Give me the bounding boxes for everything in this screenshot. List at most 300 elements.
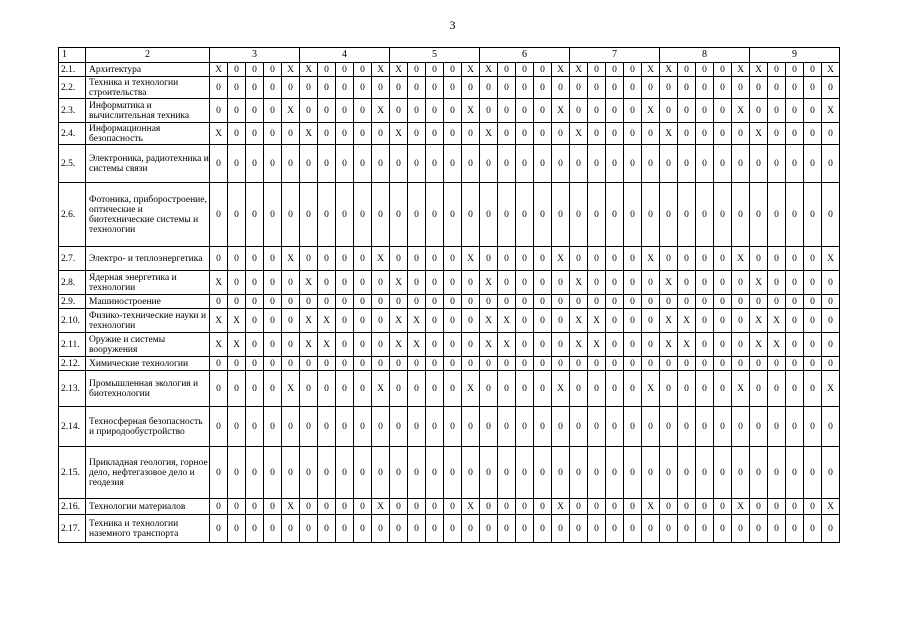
- value-cell: 0: [354, 357, 372, 371]
- value-cell: 0: [354, 407, 372, 447]
- value-cell: 0: [642, 295, 660, 309]
- value-cell: X: [570, 63, 588, 77]
- value-cell: 0: [426, 183, 444, 247]
- value-cell: 0: [336, 357, 354, 371]
- value-cell: X: [318, 309, 336, 333]
- value-cell: 0: [408, 271, 426, 295]
- table-row: [59, 271, 840, 295]
- value-cell: 0: [606, 63, 624, 77]
- value-cell: 0: [516, 99, 534, 123]
- row-name: Информационная безопасность: [86, 123, 210, 145]
- value-cell: 0: [264, 333, 282, 357]
- value-cell: 0: [588, 63, 606, 77]
- value-cell: 0: [228, 99, 246, 123]
- value-cell: 0: [264, 77, 282, 99]
- value-cell: 0: [732, 515, 750, 543]
- table-row: [59, 295, 840, 309]
- value-cell: 0: [336, 333, 354, 357]
- value-cell: 0: [426, 499, 444, 515]
- value-cell: 0: [660, 371, 678, 407]
- value-cell: 0: [696, 271, 714, 295]
- row-number: 2.17.: [59, 515, 86, 543]
- value-cell: X: [660, 63, 678, 77]
- value-cell: 0: [588, 123, 606, 145]
- row-name: Ядерная энергетика и технологии: [86, 271, 210, 295]
- value-cell: 0: [408, 371, 426, 407]
- value-cell: 0: [480, 145, 498, 183]
- value-cell: 0: [696, 371, 714, 407]
- value-cell: 0: [588, 295, 606, 309]
- table-row: [59, 499, 840, 515]
- value-cell: 0: [714, 371, 732, 407]
- header-cell: 6: [480, 48, 570, 63]
- value-cell: 0: [732, 77, 750, 99]
- value-cell: 0: [498, 295, 516, 309]
- value-cell: 0: [282, 447, 300, 499]
- value-cell: 0: [390, 357, 408, 371]
- value-cell: 0: [534, 357, 552, 371]
- value-cell: 0: [462, 271, 480, 295]
- value-cell: 0: [714, 271, 732, 295]
- value-cell: 0: [516, 183, 534, 247]
- value-cell: X: [282, 247, 300, 271]
- value-cell: 0: [768, 515, 786, 543]
- value-cell: 0: [678, 99, 696, 123]
- value-cell: 0: [660, 99, 678, 123]
- value-cell: 0: [408, 63, 426, 77]
- value-cell: 0: [408, 77, 426, 99]
- value-cell: 0: [768, 447, 786, 499]
- value-cell: 0: [390, 145, 408, 183]
- value-cell: X: [642, 371, 660, 407]
- value-cell: 0: [354, 295, 372, 309]
- value-cell: 0: [228, 295, 246, 309]
- value-cell: 0: [318, 99, 336, 123]
- value-cell: 0: [210, 145, 228, 183]
- value-cell: 0: [282, 271, 300, 295]
- value-cell: 0: [300, 407, 318, 447]
- value-cell: 0: [786, 63, 804, 77]
- value-cell: 0: [606, 247, 624, 271]
- value-cell: 0: [498, 357, 516, 371]
- value-cell: 0: [588, 183, 606, 247]
- value-cell: 0: [534, 183, 552, 247]
- value-cell: 0: [534, 247, 552, 271]
- value-cell: 0: [462, 183, 480, 247]
- value-cell: 0: [210, 183, 228, 247]
- value-cell: 0: [822, 77, 840, 99]
- value-cell: 0: [750, 247, 768, 271]
- value-cell: 0: [390, 515, 408, 543]
- value-cell: 0: [714, 183, 732, 247]
- value-cell: X: [282, 99, 300, 123]
- value-cell: 0: [480, 371, 498, 407]
- value-cell: X: [678, 333, 696, 357]
- value-cell: 0: [624, 499, 642, 515]
- value-cell: 0: [768, 145, 786, 183]
- header-cell: 2: [86, 48, 210, 63]
- value-cell: 0: [552, 515, 570, 543]
- value-cell: 0: [714, 77, 732, 99]
- value-cell: 0: [714, 99, 732, 123]
- value-cell: 0: [570, 499, 588, 515]
- value-cell: 0: [426, 295, 444, 309]
- table-row: [59, 515, 840, 543]
- value-cell: 0: [642, 447, 660, 499]
- value-cell: X: [390, 309, 408, 333]
- value-cell: 0: [786, 247, 804, 271]
- value-cell: 0: [210, 295, 228, 309]
- value-cell: 0: [462, 145, 480, 183]
- value-cell: 0: [246, 77, 264, 99]
- value-cell: X: [390, 63, 408, 77]
- row-number: 2.9.: [59, 295, 86, 309]
- header-cell: 3: [210, 48, 300, 63]
- value-cell: 0: [588, 499, 606, 515]
- value-cell: 0: [246, 99, 264, 123]
- value-cell: 0: [588, 145, 606, 183]
- value-cell: 0: [498, 145, 516, 183]
- value-cell: X: [498, 333, 516, 357]
- value-cell: 0: [552, 333, 570, 357]
- value-cell: 0: [516, 77, 534, 99]
- value-cell: 0: [768, 371, 786, 407]
- value-cell: 0: [210, 499, 228, 515]
- value-cell: 0: [354, 77, 372, 99]
- value-cell: 0: [570, 183, 588, 247]
- value-cell: 0: [444, 63, 462, 77]
- value-cell: 0: [336, 271, 354, 295]
- value-cell: 0: [750, 515, 768, 543]
- table-row: [59, 447, 840, 499]
- value-cell: 0: [660, 407, 678, 447]
- value-cell: X: [372, 63, 390, 77]
- table-row: [59, 333, 840, 357]
- value-cell: 0: [624, 371, 642, 407]
- value-cell: 0: [786, 99, 804, 123]
- value-cell: 0: [264, 63, 282, 77]
- value-cell: X: [552, 499, 570, 515]
- value-cell: 0: [264, 407, 282, 447]
- value-cell: X: [210, 333, 228, 357]
- value-cell: 0: [462, 407, 480, 447]
- value-cell: X: [300, 123, 318, 145]
- value-cell: 0: [228, 183, 246, 247]
- value-cell: 0: [462, 357, 480, 371]
- value-cell: 0: [318, 407, 336, 447]
- value-cell: 0: [588, 447, 606, 499]
- value-cell: 0: [642, 407, 660, 447]
- value-cell: 0: [426, 247, 444, 271]
- value-cell: 0: [444, 145, 462, 183]
- value-cell: 0: [516, 357, 534, 371]
- value-cell: 0: [228, 63, 246, 77]
- value-cell: 0: [354, 247, 372, 271]
- value-cell: 0: [516, 309, 534, 333]
- value-cell: 0: [282, 145, 300, 183]
- value-cell: 0: [264, 99, 282, 123]
- value-cell: 0: [786, 183, 804, 247]
- value-cell: 0: [210, 77, 228, 99]
- value-cell: 0: [336, 145, 354, 183]
- value-cell: 0: [660, 357, 678, 371]
- value-cell: 0: [354, 499, 372, 515]
- value-cell: X: [552, 371, 570, 407]
- row-number: 2.3.: [59, 99, 86, 123]
- row-name: Машиностроение: [86, 295, 210, 309]
- value-cell: 0: [624, 247, 642, 271]
- value-cell: 0: [444, 515, 462, 543]
- value-cell: 0: [678, 407, 696, 447]
- value-cell: 0: [336, 371, 354, 407]
- value-cell: 0: [336, 63, 354, 77]
- value-cell: 0: [246, 63, 264, 77]
- value-cell: 0: [498, 123, 516, 145]
- value-cell: 0: [696, 333, 714, 357]
- value-cell: X: [498, 309, 516, 333]
- value-cell: 0: [606, 145, 624, 183]
- value-cell: 0: [318, 295, 336, 309]
- value-cell: 0: [516, 123, 534, 145]
- value-cell: 0: [768, 123, 786, 145]
- row-number: 2.12.: [59, 357, 86, 371]
- value-cell: 0: [822, 271, 840, 295]
- value-cell: 0: [426, 447, 444, 499]
- value-cell: X: [210, 123, 228, 145]
- value-cell: 0: [264, 271, 282, 295]
- row-name: Информатика и вычислительная техника: [86, 99, 210, 123]
- value-cell: 0: [696, 247, 714, 271]
- value-cell: 0: [408, 123, 426, 145]
- value-cell: 0: [768, 407, 786, 447]
- value-cell: 0: [606, 77, 624, 99]
- value-cell: 0: [570, 447, 588, 499]
- table-row: [59, 309, 840, 333]
- value-cell: X: [210, 63, 228, 77]
- value-cell: 0: [444, 499, 462, 515]
- value-cell: 0: [606, 99, 624, 123]
- row-number: 2.15.: [59, 447, 86, 499]
- header-cell: 5: [390, 48, 480, 63]
- value-cell: 0: [228, 123, 246, 145]
- row-name: Оружие и системы вооружения: [86, 333, 210, 357]
- value-cell: 0: [552, 145, 570, 183]
- value-cell: 0: [336, 407, 354, 447]
- value-cell: 0: [642, 77, 660, 99]
- value-cell: 0: [516, 247, 534, 271]
- value-cell: 0: [822, 357, 840, 371]
- value-cell: 0: [336, 123, 354, 145]
- value-cell: 0: [228, 145, 246, 183]
- value-cell: 0: [732, 333, 750, 357]
- value-cell: 0: [516, 371, 534, 407]
- value-cell: 0: [714, 63, 732, 77]
- value-cell: 0: [462, 77, 480, 99]
- value-cell: 0: [768, 499, 786, 515]
- value-cell: X: [732, 247, 750, 271]
- table-row: [59, 407, 840, 447]
- value-cell: 0: [696, 77, 714, 99]
- value-cell: 0: [300, 371, 318, 407]
- value-cell: 0: [282, 407, 300, 447]
- value-cell: 0: [750, 357, 768, 371]
- value-cell: X: [408, 309, 426, 333]
- value-cell: 0: [822, 183, 840, 247]
- value-cell: 0: [372, 123, 390, 145]
- value-cell: 0: [462, 447, 480, 499]
- value-cell: 0: [336, 309, 354, 333]
- table-row: [59, 357, 840, 371]
- value-cell: 0: [372, 333, 390, 357]
- value-cell: 0: [210, 99, 228, 123]
- value-cell: X: [300, 63, 318, 77]
- value-cell: 0: [498, 183, 516, 247]
- row-number: 2.10.: [59, 309, 86, 333]
- row-number: 2.14.: [59, 407, 86, 447]
- value-cell: 0: [426, 407, 444, 447]
- value-cell: 0: [444, 247, 462, 271]
- value-cell: 0: [552, 407, 570, 447]
- value-cell: 0: [624, 99, 642, 123]
- value-cell: X: [390, 123, 408, 145]
- value-cell: 0: [660, 447, 678, 499]
- value-cell: 0: [534, 77, 552, 99]
- value-cell: X: [552, 99, 570, 123]
- value-cell: 0: [696, 295, 714, 309]
- value-cell: 0: [696, 407, 714, 447]
- value-cell: 0: [624, 271, 642, 295]
- value-cell: 0: [516, 333, 534, 357]
- value-cell: 0: [786, 447, 804, 499]
- value-cell: 0: [372, 515, 390, 543]
- value-cell: X: [822, 63, 840, 77]
- value-cell: 0: [408, 145, 426, 183]
- value-cell: X: [750, 123, 768, 145]
- value-cell: 0: [282, 183, 300, 247]
- value-cell: 0: [624, 77, 642, 99]
- value-cell: 0: [390, 447, 408, 499]
- value-cell: 0: [228, 247, 246, 271]
- row-number: 2.16.: [59, 499, 86, 515]
- value-cell: 0: [480, 407, 498, 447]
- value-cell: 0: [264, 123, 282, 145]
- value-cell: 0: [300, 499, 318, 515]
- value-cell: 0: [624, 515, 642, 543]
- value-cell: 0: [318, 499, 336, 515]
- value-cell: 0: [372, 183, 390, 247]
- value-cell: 0: [354, 333, 372, 357]
- value-cell: 0: [516, 271, 534, 295]
- value-cell: 0: [732, 447, 750, 499]
- value-cell: 0: [210, 515, 228, 543]
- value-cell: 0: [318, 123, 336, 145]
- value-cell: 0: [318, 357, 336, 371]
- value-cell: 0: [444, 295, 462, 309]
- value-cell: 0: [732, 295, 750, 309]
- header-cell: 4: [300, 48, 390, 63]
- value-cell: 0: [606, 499, 624, 515]
- value-cell: 0: [426, 77, 444, 99]
- value-cell: 0: [696, 99, 714, 123]
- value-cell: 0: [786, 77, 804, 99]
- value-cell: 0: [426, 371, 444, 407]
- value-cell: 0: [678, 145, 696, 183]
- value-cell: 0: [606, 333, 624, 357]
- value-cell: X: [462, 99, 480, 123]
- value-cell: 0: [318, 515, 336, 543]
- value-cell: X: [822, 247, 840, 271]
- value-cell: 0: [552, 183, 570, 247]
- value-cell: X: [768, 333, 786, 357]
- value-cell: 0: [642, 145, 660, 183]
- value-cell: 0: [480, 515, 498, 543]
- value-cell: X: [660, 271, 678, 295]
- row-name: Промышленная экология и биотехнологии: [86, 371, 210, 407]
- value-cell: X: [210, 271, 228, 295]
- value-cell: 0: [732, 309, 750, 333]
- value-cell: 0: [300, 247, 318, 271]
- value-cell: X: [480, 123, 498, 145]
- value-cell: 0: [624, 183, 642, 247]
- value-cell: 0: [426, 145, 444, 183]
- value-cell: 0: [642, 309, 660, 333]
- value-cell: 0: [534, 99, 552, 123]
- table-row: [59, 63, 840, 77]
- value-cell: 0: [714, 447, 732, 499]
- value-cell: 0: [696, 499, 714, 515]
- value-cell: X: [642, 247, 660, 271]
- value-cell: 0: [390, 295, 408, 309]
- value-cell: X: [660, 333, 678, 357]
- value-cell: 0: [264, 309, 282, 333]
- value-cell: X: [390, 271, 408, 295]
- value-cell: 0: [606, 447, 624, 499]
- value-cell: 0: [390, 371, 408, 407]
- value-cell: 0: [750, 499, 768, 515]
- value-cell: 0: [822, 407, 840, 447]
- value-cell: 0: [354, 271, 372, 295]
- value-cell: 0: [786, 515, 804, 543]
- value-cell: 0: [246, 357, 264, 371]
- value-cell: 0: [696, 357, 714, 371]
- value-cell: 0: [750, 183, 768, 247]
- value-cell: 0: [768, 99, 786, 123]
- value-cell: 0: [264, 515, 282, 543]
- value-cell: X: [480, 309, 498, 333]
- value-cell: 0: [804, 123, 822, 145]
- value-cell: 0: [372, 145, 390, 183]
- row-number: 2.11.: [59, 333, 86, 357]
- value-cell: 0: [480, 99, 498, 123]
- value-cell: 0: [822, 295, 840, 309]
- value-cell: 0: [570, 407, 588, 447]
- value-cell: 0: [606, 271, 624, 295]
- value-cell: X: [750, 333, 768, 357]
- value-cell: 0: [660, 183, 678, 247]
- value-cell: 0: [678, 499, 696, 515]
- value-cell: 0: [282, 357, 300, 371]
- value-cell: 0: [786, 123, 804, 145]
- value-cell: 0: [768, 357, 786, 371]
- value-cell: 0: [318, 447, 336, 499]
- value-cell: 0: [318, 371, 336, 407]
- value-cell: 0: [264, 499, 282, 515]
- value-cell: 0: [534, 145, 552, 183]
- value-cell: 0: [552, 77, 570, 99]
- row-number: 2.8.: [59, 271, 86, 295]
- value-cell: 0: [678, 123, 696, 145]
- value-cell: 0: [336, 183, 354, 247]
